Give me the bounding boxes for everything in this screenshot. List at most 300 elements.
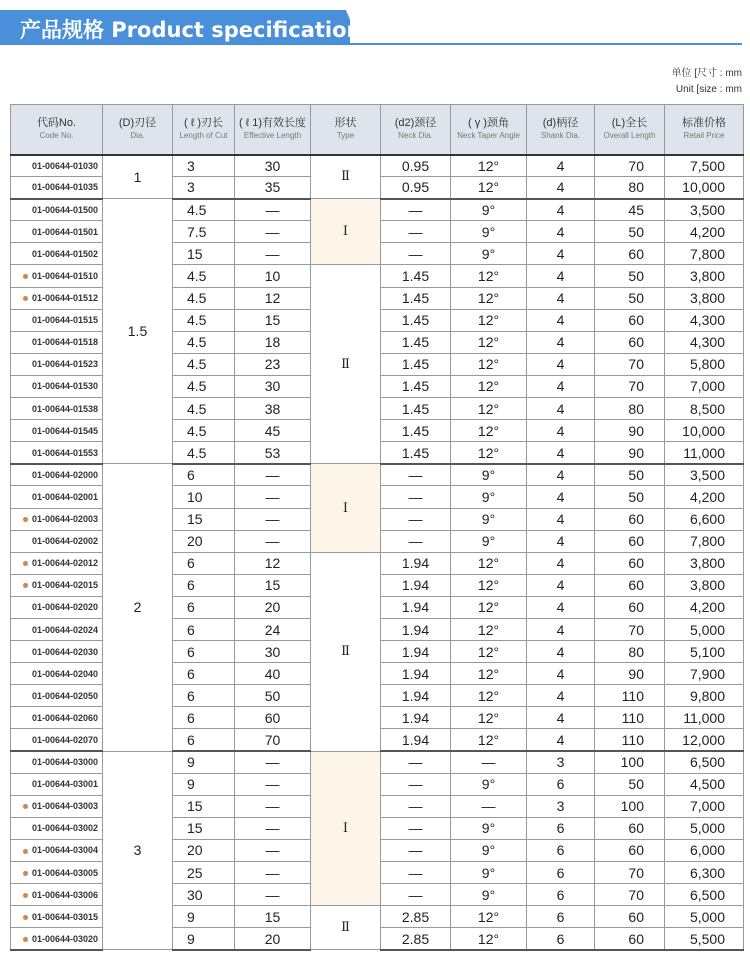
price-cell: 11,000	[665, 442, 744, 464]
length-of-cut-cell: 9	[173, 906, 235, 928]
overall-length-cell: 70	[595, 884, 665, 906]
length-of-cut-cell: 4.5	[173, 375, 235, 397]
spec-table	[10, 104, 744, 951]
length-of-cut-cell: 9	[173, 751, 235, 773]
neck-angle-cell: 12°	[451, 618, 527, 640]
column-header-en: Type	[336, 131, 355, 141]
column-header-en: Overall Length	[603, 131, 656, 141]
neck-angle-cell: 12°	[451, 596, 527, 618]
column-header	[665, 105, 744, 155]
neck-dia-cell: 1.45	[381, 331, 451, 353]
shank-dia-cell: 4	[527, 530, 595, 552]
neck-dia-cell: 1.94	[381, 641, 451, 663]
overall-length-cell: 50	[595, 221, 665, 243]
overall-length-cell: 80	[595, 641, 665, 663]
effective-length-cell: —	[235, 530, 311, 552]
column-header-zh: ( ℓ 1)有效长度	[238, 117, 307, 130]
shank-dia-cell: 3	[527, 751, 595, 773]
code-text: 01-00644-01530	[32, 381, 99, 392]
code-cell	[11, 309, 103, 331]
price-cell: 4,200	[665, 221, 744, 243]
code-text: 01-00644-03006	[32, 889, 99, 900]
overall-length-cell: 70	[595, 155, 665, 177]
neck-angle-cell: 12°	[451, 265, 527, 287]
price-cell: 7,500	[665, 155, 744, 177]
overall-length-cell: 60	[595, 331, 665, 353]
effective-length-cell: —	[235, 751, 311, 773]
neck-dia-cell: 2.85	[381, 906, 451, 928]
neck-angle-cell: 12°	[451, 353, 527, 375]
neck-angle-cell: 12°	[451, 442, 527, 464]
neck-angle-cell: 9°	[451, 530, 527, 552]
unit-line-en: Unit [size : mm	[675, 84, 742, 95]
effective-length-cell: —	[235, 486, 311, 508]
effective-length-cell: —	[235, 508, 311, 530]
code-cell	[11, 331, 103, 353]
code-cell	[11, 177, 103, 199]
neck-dia-cell: —	[381, 751, 451, 773]
overall-length-cell: 70	[595, 353, 665, 375]
neck-dia-cell: 1.45	[381, 442, 451, 464]
neck-angle-cell: 9°	[451, 884, 527, 906]
column-header	[173, 105, 235, 155]
length-of-cut-cell: 20	[173, 530, 235, 552]
code-text: 01-00644-02002	[32, 536, 99, 547]
shank-dia-cell: 4	[527, 707, 595, 729]
shank-dia-cell: 6	[527, 884, 595, 906]
shank-dia-cell: 4	[527, 309, 595, 331]
price-cell: 7,800	[665, 530, 744, 552]
code-text: 01-00644-02020	[32, 602, 99, 613]
price-cell: 6,500	[665, 884, 744, 906]
neck-dia-cell: —	[381, 884, 451, 906]
length-of-cut-cell: 4.5	[173, 353, 235, 375]
length-of-cut-cell: 4.5	[173, 199, 235, 221]
shank-dia-cell: 6	[527, 817, 595, 839]
neck-dia-cell: —	[381, 243, 451, 265]
shank-dia-cell: 6	[527, 928, 595, 950]
code-text: 01-00644-01030	[32, 160, 99, 171]
effective-length-cell: 45	[235, 420, 311, 442]
banner-title: 产品规格 Product specification	[20, 18, 362, 42]
effective-length-cell: —	[235, 795, 311, 817]
length-of-cut-cell: 4.5	[173, 442, 235, 464]
column-header-zh: ( ℓ )刃长	[184, 117, 223, 130]
neck-dia-cell: —	[381, 486, 451, 508]
table-body	[11, 155, 744, 950]
code-text: 01-00644-01523	[32, 359, 99, 370]
overall-length-cell: 70	[595, 618, 665, 640]
neck-angle-cell: 9°	[451, 508, 527, 530]
length-of-cut-cell: 25	[173, 862, 235, 884]
neck-angle-cell: 12°	[451, 375, 527, 397]
neck-dia-cell: 1.94	[381, 729, 451, 751]
new-item-dot-icon	[23, 937, 28, 942]
overall-length-cell: 60	[595, 508, 665, 530]
code-text: 01-00644-01553	[32, 447, 99, 458]
shank-dia-cell: 4	[527, 641, 595, 663]
code-text: 01-00644-02001	[32, 491, 99, 502]
neck-dia-cell: 1.45	[381, 398, 451, 420]
price-cell: 7,900	[665, 663, 744, 685]
price-cell: 7,800	[665, 243, 744, 265]
effective-length-cell: 12	[235, 552, 311, 574]
type-cell: Ⅱ	[311, 552, 381, 751]
overall-length-cell: 100	[595, 795, 665, 817]
length-of-cut-cell: 20	[173, 839, 235, 861]
neck-angle-cell: 9°	[451, 199, 527, 221]
dia-cell: 1.5	[103, 199, 173, 464]
code-cell	[11, 663, 103, 685]
length-of-cut-cell: 9	[173, 773, 235, 795]
effective-length-cell: 60	[235, 707, 311, 729]
shank-dia-cell: 4	[527, 574, 595, 596]
code-cell	[11, 420, 103, 442]
column-header-en: Code No.	[39, 131, 74, 141]
neck-angle-cell: 9°	[451, 839, 527, 861]
code-cell	[11, 928, 103, 950]
overall-length-cell: 60	[595, 839, 665, 861]
effective-length-cell: 38	[235, 398, 311, 420]
neck-angle-cell: 12°	[451, 707, 527, 729]
length-of-cut-cell: 6	[173, 641, 235, 663]
column-header	[311, 105, 381, 155]
length-of-cut-cell: 4.5	[173, 420, 235, 442]
overall-length-cell: 60	[595, 817, 665, 839]
effective-length-cell: 70	[235, 729, 311, 751]
dia-cell: 1	[103, 155, 173, 199]
length-of-cut-cell: 6	[173, 663, 235, 685]
price-cell: 3,800	[665, 265, 744, 287]
length-of-cut-cell: 4.5	[173, 287, 235, 309]
neck-angle-cell: —	[451, 795, 527, 817]
code-cell	[11, 398, 103, 420]
shank-dia-cell: 4	[527, 552, 595, 574]
overall-length-cell: 60	[595, 906, 665, 928]
code-text: 01-00644-03020	[32, 933, 99, 944]
shank-dia-cell: 4	[527, 221, 595, 243]
dia-cell: 2	[103, 464, 173, 751]
overall-length-cell: 60	[595, 530, 665, 552]
neck-dia-cell: —	[381, 221, 451, 243]
code-text: 01-00644-01512	[32, 293, 99, 304]
code-cell	[11, 442, 103, 464]
overall-length-cell: 110	[595, 685, 665, 707]
neck-dia-cell: 1.94	[381, 707, 451, 729]
effective-length-cell: 15	[235, 574, 311, 596]
neck-angle-cell: 9°	[451, 243, 527, 265]
length-of-cut-cell: 15	[173, 817, 235, 839]
neck-dia-cell: 1.45	[381, 353, 451, 375]
length-of-cut-cell: 4.5	[173, 398, 235, 420]
code-cell	[11, 707, 103, 729]
unit-line-zh: 单位 [尺寸 : mm	[671, 68, 742, 79]
neck-angle-cell: 9°	[451, 862, 527, 884]
code-cell	[11, 618, 103, 640]
overall-length-cell: 60	[595, 309, 665, 331]
price-cell: 3,800	[665, 574, 744, 596]
price-cell: 9,800	[665, 685, 744, 707]
price-cell: 3,500	[665, 199, 744, 221]
column-header-zh: ( γ )颈角	[468, 117, 509, 130]
code-cell	[11, 552, 103, 574]
overall-length-cell: 50	[595, 287, 665, 309]
code-cell	[11, 287, 103, 309]
neck-dia-cell: 1.94	[381, 618, 451, 640]
code-cell	[11, 641, 103, 663]
length-of-cut-cell: 3	[173, 155, 235, 177]
shank-dia-cell: 4	[527, 618, 595, 640]
overall-length-cell: 110	[595, 707, 665, 729]
code-cell	[11, 199, 103, 221]
effective-length-cell: 35	[235, 177, 311, 199]
price-cell: 6,300	[665, 862, 744, 884]
shank-dia-cell: 4	[527, 685, 595, 707]
price-cell: 4,300	[665, 309, 744, 331]
code-text: 01-00644-01501	[32, 226, 99, 237]
header-row	[11, 105, 744, 155]
price-cell: 7,000	[665, 795, 744, 817]
shank-dia-cell: 4	[527, 508, 595, 530]
effective-length-cell: —	[235, 884, 311, 906]
shank-dia-cell: 4	[527, 486, 595, 508]
type-cell: Ⅰ	[311, 464, 381, 552]
column-header-en: Shank Dia.	[540, 131, 581, 141]
neck-angle-cell: 12°	[451, 398, 527, 420]
code-text: 01-00644-02015	[32, 580, 99, 591]
overall-length-cell: 50	[595, 265, 665, 287]
code-text: 01-00644-03015	[32, 911, 99, 922]
effective-length-cell: 40	[235, 663, 311, 685]
neck-angle-cell: 9°	[451, 464, 527, 486]
neck-dia-cell: —	[381, 199, 451, 221]
neck-dia-cell: —	[381, 508, 451, 530]
effective-length-cell: 30	[235, 375, 311, 397]
new-item-dot-icon	[23, 517, 28, 522]
code-cell	[11, 486, 103, 508]
price-cell: 11,000	[665, 707, 744, 729]
code-cell	[11, 884, 103, 906]
code-text: 01-00644-03002	[32, 823, 99, 834]
neck-dia-cell: 1.94	[381, 552, 451, 574]
code-cell	[11, 530, 103, 552]
shank-dia-cell: 4	[527, 398, 595, 420]
code-text: 01-00644-03001	[32, 779, 99, 790]
length-of-cut-cell: 4.5	[173, 265, 235, 287]
overall-length-cell: 70	[595, 375, 665, 397]
new-item-dot-icon	[23, 849, 28, 854]
effective-length-cell: —	[235, 199, 311, 221]
shank-dia-cell: 3	[527, 795, 595, 817]
overall-length-cell: 60	[595, 574, 665, 596]
code-cell	[11, 375, 103, 397]
overall-length-cell: 90	[595, 663, 665, 685]
length-of-cut-cell: 30	[173, 884, 235, 906]
price-cell: 12,000	[665, 729, 744, 751]
shank-dia-cell: 4	[527, 663, 595, 685]
code-text: 01-00644-02000	[32, 470, 99, 481]
overall-length-cell: 100	[595, 751, 665, 773]
column-header-en: Neck Taper Angle	[457, 131, 520, 141]
overall-length-cell: 60	[595, 928, 665, 950]
code-cell	[11, 508, 103, 530]
overall-length-cell: 60	[595, 596, 665, 618]
effective-length-cell: —	[235, 243, 311, 265]
neck-angle-cell: 12°	[451, 928, 527, 950]
overall-length-cell: 50	[595, 464, 665, 486]
code-text: 01-00644-01538	[32, 403, 99, 414]
effective-length-cell: —	[235, 862, 311, 884]
price-cell: 4,500	[665, 773, 744, 795]
code-cell	[11, 729, 103, 751]
price-cell: 3,800	[665, 287, 744, 309]
neck-dia-cell: —	[381, 773, 451, 795]
overall-length-cell: 110	[595, 729, 665, 751]
price-cell: 4,200	[665, 486, 744, 508]
code-cell	[11, 862, 103, 884]
price-cell: 4,300	[665, 331, 744, 353]
price-cell: 3,500	[665, 464, 744, 486]
code-text: 01-00644-02070	[32, 734, 99, 745]
shank-dia-cell: 4	[527, 375, 595, 397]
length-of-cut-cell: 15	[173, 508, 235, 530]
overall-length-cell: 80	[595, 177, 665, 199]
new-item-dot-icon	[23, 274, 28, 279]
price-cell: 6,600	[665, 508, 744, 530]
new-item-dot-icon	[23, 915, 28, 920]
price-cell: 7,000	[665, 375, 744, 397]
shank-dia-cell: 6	[527, 839, 595, 861]
code-cell	[11, 773, 103, 795]
code-text: 01-00644-01545	[32, 425, 99, 436]
neck-dia-cell: 1.94	[381, 574, 451, 596]
effective-length-cell: 12	[235, 287, 311, 309]
effective-length-cell: 15	[235, 906, 311, 928]
column-header-en: Length of Cut	[179, 131, 228, 141]
neck-dia-cell: —	[381, 817, 451, 839]
shank-dia-cell: 4	[527, 442, 595, 464]
price-cell: 5,800	[665, 353, 744, 375]
effective-length-cell: —	[235, 464, 311, 486]
code-text: 01-00644-03004	[32, 845, 99, 856]
column-header	[527, 105, 595, 155]
neck-angle-cell: 12°	[451, 729, 527, 751]
length-of-cut-cell: 4.5	[173, 331, 235, 353]
code-cell	[11, 751, 103, 773]
length-of-cut-cell: 6	[173, 574, 235, 596]
code-text: 01-00644-01502	[32, 248, 99, 259]
neck-angle-cell: 12°	[451, 177, 527, 199]
code-text: 01-00644-01500	[32, 204, 99, 215]
effective-length-cell: —	[235, 817, 311, 839]
code-text: 01-00644-03003	[32, 801, 99, 812]
effective-length-cell: 30	[235, 155, 311, 177]
overall-length-cell: 90	[595, 420, 665, 442]
code-text: 01-00644-01515	[32, 315, 99, 326]
column-header-zh: (d)柄径	[542, 117, 579, 130]
column-header	[381, 105, 451, 155]
effective-length-cell: 53	[235, 442, 311, 464]
neck-angle-cell: 9°	[451, 221, 527, 243]
code-cell	[11, 795, 103, 817]
column-header	[595, 105, 665, 155]
neck-dia-cell: 1.45	[381, 420, 451, 442]
shank-dia-cell: 6	[527, 906, 595, 928]
code-cell	[11, 243, 103, 265]
neck-angle-cell: 12°	[451, 155, 527, 177]
code-text: 01-00644-02060	[32, 712, 99, 723]
neck-angle-cell: 9°	[451, 486, 527, 508]
type-cell: Ⅱ	[311, 906, 381, 950]
neck-dia-cell: 2.85	[381, 928, 451, 950]
code-cell	[11, 155, 103, 177]
overall-length-cell: 50	[595, 486, 665, 508]
column-header	[11, 105, 103, 155]
length-of-cut-cell: 7.5	[173, 221, 235, 243]
neck-angle-cell: 9°	[451, 773, 527, 795]
new-item-dot-icon	[23, 804, 28, 809]
column-header-en: Effective Length	[243, 131, 302, 141]
shank-dia-cell: 4	[527, 199, 595, 221]
code-text: 01-00644-02012	[32, 558, 99, 569]
price-cell: 5,100	[665, 641, 744, 663]
effective-length-cell: 18	[235, 331, 311, 353]
overall-length-cell: 60	[595, 243, 665, 265]
neck-dia-cell: 1.94	[381, 596, 451, 618]
length-of-cut-cell: 6	[173, 552, 235, 574]
code-cell	[11, 464, 103, 486]
column-header-zh: (D)刃径	[118, 117, 157, 130]
table-row	[11, 464, 744, 486]
type-cell: Ⅰ	[311, 751, 381, 906]
code-cell	[11, 221, 103, 243]
unit-note	[671, 66, 742, 98]
effective-length-cell: 10	[235, 265, 311, 287]
price-cell: 6,500	[665, 751, 744, 773]
dia-cell: 3	[103, 751, 173, 950]
length-of-cut-cell: 6	[173, 464, 235, 486]
code-text: 01-00644-02050	[32, 690, 99, 701]
neck-angle-cell: 12°	[451, 331, 527, 353]
shank-dia-cell: 4	[527, 155, 595, 177]
effective-length-cell: 15	[235, 309, 311, 331]
table-row	[11, 199, 744, 221]
code-text: 01-00644-01510	[32, 271, 99, 282]
length-of-cut-cell: 9	[173, 928, 235, 950]
code-text: 01-00644-03000	[32, 757, 99, 768]
neck-angle-cell: 12°	[451, 552, 527, 574]
length-of-cut-cell: 15	[173, 795, 235, 817]
price-cell: 5,000	[665, 906, 744, 928]
effective-length-cell: —	[235, 773, 311, 795]
effective-length-cell: 23	[235, 353, 311, 375]
neck-dia-cell: —	[381, 862, 451, 884]
price-cell: 4,200	[665, 596, 744, 618]
neck-angle-cell: 12°	[451, 663, 527, 685]
code-cell	[11, 265, 103, 287]
code-text: 01-00644-03005	[32, 867, 99, 878]
overall-length-cell: 70	[595, 862, 665, 884]
overall-length-cell: 60	[595, 552, 665, 574]
column-header-en: Retail Price	[683, 131, 725, 141]
price-cell: 6,000	[665, 839, 744, 861]
neck-dia-cell: 1.45	[381, 265, 451, 287]
effective-length-cell: 20	[235, 928, 311, 950]
length-of-cut-cell: 4.5	[173, 309, 235, 331]
column-header-en: Neck Dia.	[398, 131, 433, 141]
code-text: 01-00644-02003	[32, 514, 99, 525]
shank-dia-cell: 4	[527, 353, 595, 375]
